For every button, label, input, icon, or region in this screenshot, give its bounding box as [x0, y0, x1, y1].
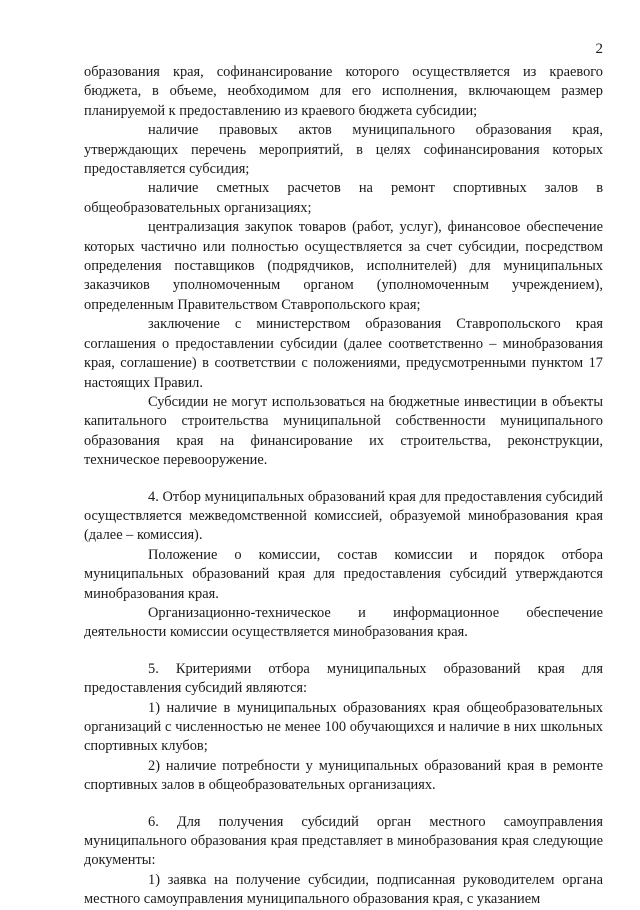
section-5-paragraph: 5. Критериями отбора муниципальных образований края для предоставления субсидий являются: — [84, 660, 603, 697]
paragraph: 2) наличие потребности у муниципальных образований края в ремонте спортивных залов в общеобразовательных организациях. — [84, 757, 603, 794]
paragraph: Организационно-техническое и информационное обеспечение деятельности комиссии осуществляется минобразования края. — [84, 604, 603, 641]
page-number: 2 — [595, 41, 603, 57]
paragraph: 1) заявка на получение субсидии, подписанная руководителем органа местного самоуправления муниципального образования края, с указанием — [84, 871, 603, 908]
section-4-paragraph: 4. Отбор муниципальных образований края для предоставления субсидий осуществляется межведомственной комиссией, образуемой минобразования края (далее – комиссия). — [84, 488, 603, 544]
paragraph: централизация закупок товаров (работ, услуг), финансовое обеспечение которых частично или полностью осуществляется за счет субсидии, посредством определения поставщиков (подрядчиков, исполнителей) для муниципальных заказчиков уполномоченным органом (уполномоченным учреждением), определенным Правительством Ставропольского края; — [84, 219, 603, 313]
paragraph: Положение о комиссии, состав комиссии и порядок отбора муниципальных образований края для предоставления субсидий утверждаются минобразования края. — [84, 546, 603, 602]
paragraph: наличие правовых актов муниципального образования края, утверждающих перечень мероприятий, в целях софинансирования которых предоставляется субсидия; — [84, 122, 603, 178]
section-6-paragraph: 6. Для получения субсидий орган местного самоуправления муниципального образования края представляет в минобразования края следующие документы: — [84, 813, 603, 869]
paragraph: образования края, софинансирование которого осуществляется из краевого бюджета, в объеме, необходимом для его исполнения, включающем размер планируемой к предоставлению из краевого бюджета субсидии; — [84, 64, 603, 119]
paragraph: наличие сметных расчетов на ремонт спортивных залов в общеобразовательных организациях; — [84, 180, 603, 216]
paragraph: Субсидии не могут использоваться на бюджетные инвестиции в объекты капитального строительства муниципальной собственности муниципального образования края на финансирование их строительства, реконструкции, техническое перевооружение. — [84, 393, 603, 469]
document-body — [84, 63, 603, 910]
paragraph: заключение с министерством образования Ставропольского края соглашения о предоставлении субсидии (далее соответственно – минобразования края, соглашение) в соответствии с положениями, предусмотренными пунктом 17 настоящих Правил. — [84, 316, 603, 391]
paragraph: 1) наличие в муниципальных образованиях края общеобразовательных организаций с численностью не менее 100 обучающихся и наличие в них школьных спортивных клубов; — [84, 699, 603, 755]
